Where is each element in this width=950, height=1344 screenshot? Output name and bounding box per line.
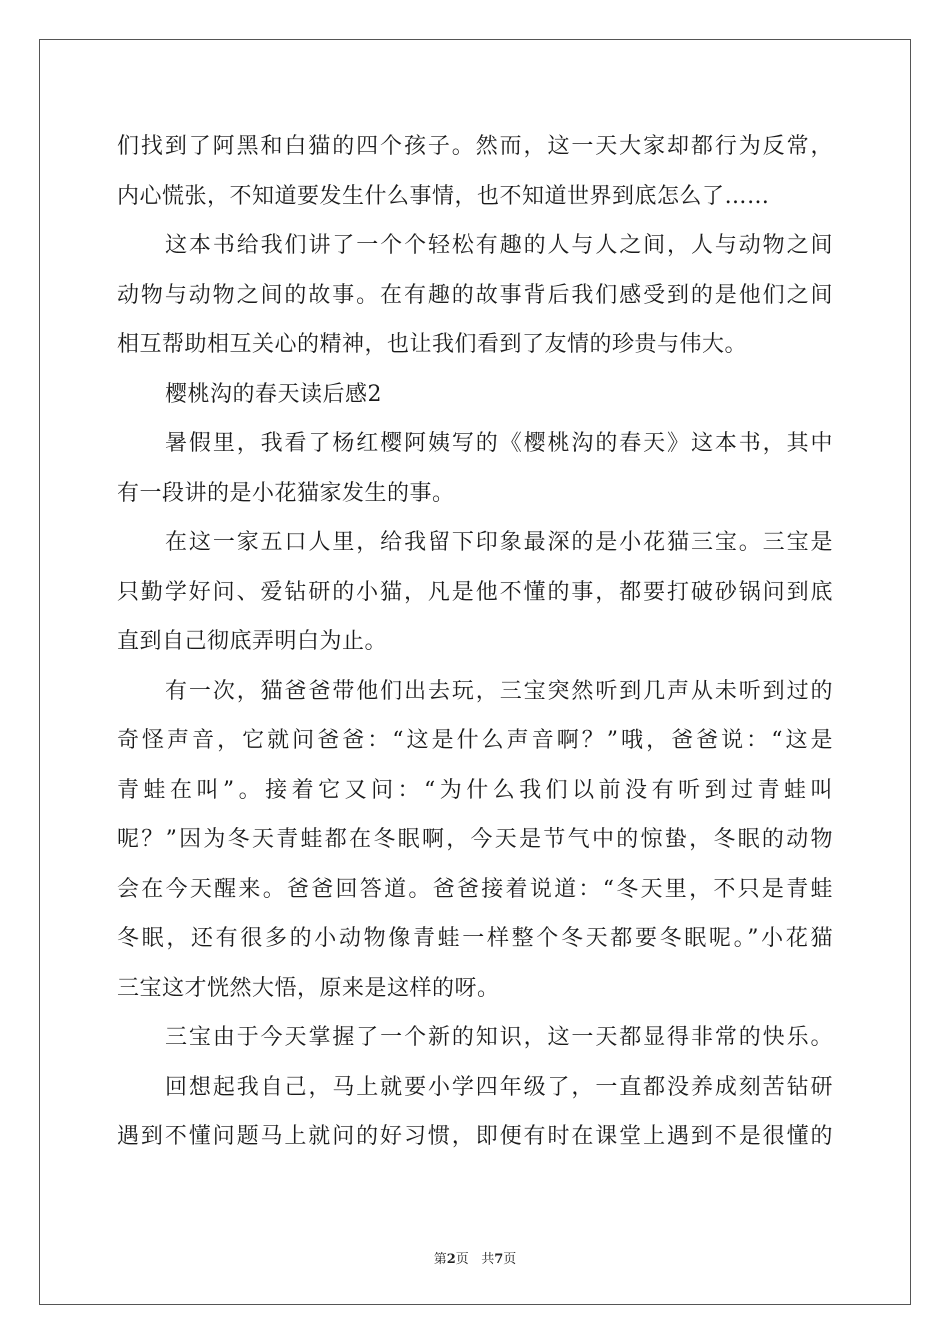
text-line: 内心慌张，不知道要发生什么事情，也不知道世界到底怎么了……: [117, 183, 770, 209]
paragraph-start: 有一次，猫爸爸带他们出去玩，三宝突然听到几声从未听到过的: [165, 678, 833, 704]
page-footer: [0, 1248, 950, 1267]
total-pages: 7: [494, 1252, 504, 1267]
text-line: 有一段讲的是小花猫家发生的事。: [117, 480, 455, 506]
total-suffix: 页: [503, 1252, 517, 1267]
paragraph-start: 这本书给我们讲了一个个轻松有趣的人与人之间，人与动物之间: [165, 233, 833, 258]
document-body: [117, 122, 833, 1162]
text-line: 呢？”因为冬天青蛙都在冬眠啊，今天是节气中的惊蛰，冬眠的动物: [117, 827, 833, 852]
text-line: 遇到不懂问题马上就问的好习惯，即便有时在课堂上遇到不是很懂的: [117, 1124, 833, 1149]
text-line: 动物与动物之间的故事。在有趣的故事背后我们感受到的是他们之间: [117, 282, 833, 308]
text-line: 们找到了阿黑和白猫的四个孩子。然而，这一天大家却都行为反常，: [117, 134, 833, 159]
page-number: 2: [446, 1252, 456, 1267]
paragraph-start: 三宝由于今天掌握了一个新的知识，这一天都显得非常的快乐。: [165, 1025, 833, 1050]
text-line: 会在今天醒来。爸爸回答道。爸爸接着说道：“冬天里，不只是青蛙: [117, 876, 833, 902]
paragraph-start: 暑假里，我看了杨红樱阿姨写的《樱桃沟的春天》这本书，其中: [165, 431, 833, 456]
paragraph-start: 回想起我自己，马上就要小学四年级了，一直都没养成刻苦钻研: [165, 1074, 833, 1100]
paragraph-start: 在这一家五口人里，给我留下印象最深的是小花猫三宝。三宝是: [165, 530, 833, 555]
text-line: 三宝这才恍然大悟，原来是这样的呀。: [117, 975, 500, 1001]
total-prefix: 共: [481, 1252, 495, 1267]
text-line: 冬眠，还有很多的小动物像青蛙一样整个冬天都要冬眠呢。”小花猫: [117, 926, 833, 951]
section-heading: 樱桃沟的春天读后感2: [165, 381, 382, 407]
text-line: 相互帮助相互关心的精神，也让我们看到了友情的珍贵与伟大。: [117, 332, 748, 357]
text-line: 直到自己彻底弄明白为止。: [117, 629, 388, 654]
text-line: 奇怪声音，它就问爸爸：“这是什么声音啊？”哦，爸爸说：“这是: [117, 728, 833, 753]
text-line: 青蛙在叫”。接着它又问：“为什么我们以前没有听到过青蛙叫: [117, 777, 833, 803]
page-prefix: 第: [433, 1252, 447, 1267]
page-suffix: 页: [455, 1252, 469, 1267]
text-line: 只勤学好问、爱钻研的小猫，凡是他不懂的事，都要打破砂锅问到底: [117, 579, 833, 605]
